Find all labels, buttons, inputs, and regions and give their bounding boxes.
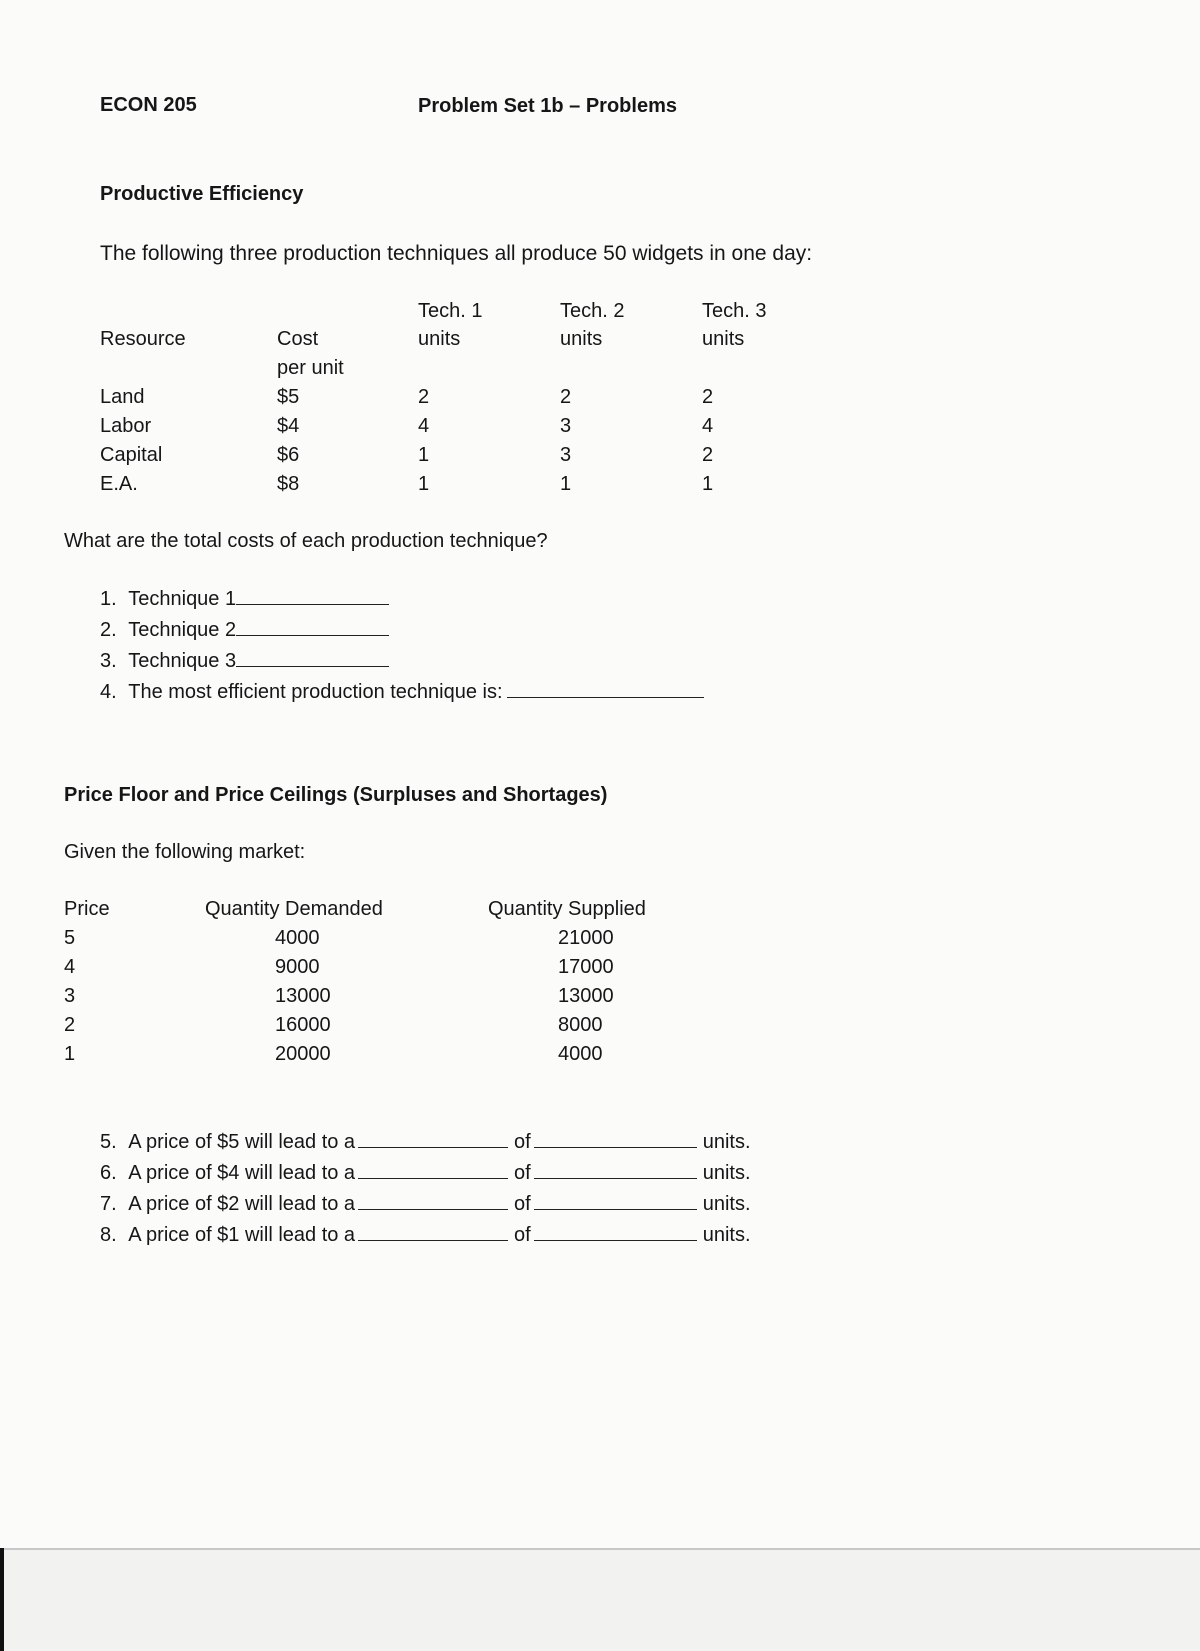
list-item [100,1160,751,1185]
table-cell-qd: 13000 [275,985,331,1007]
table-header-tech3: Tech. 3 [702,300,767,322]
item-number: 3. [100,650,117,672]
answer-blank-outcome[interactable] [358,1160,508,1179]
table-cell-qs: 21000 [558,927,614,949]
table-cell-tech3: 1 [702,473,714,495]
item-text: A price of $5 will lead to a [128,1131,356,1153]
table-cell-tech3: 2 [702,444,714,466]
table-cell-price: 2 [64,1014,76,1036]
section-intro: Given the following market: [64,841,306,863]
list-item [100,679,704,704]
item-number: 7. [100,1193,117,1215]
table-cell-price: 1 [64,1043,76,1065]
item-units: units. [702,1193,751,1215]
table-cell-tech2: 3 [560,415,572,437]
table-cell-qs: 17000 [558,956,614,978]
table-cell-qd: 20000 [275,1043,331,1065]
table-cell-resource: Capital [100,444,163,466]
answer-blank-amount[interactable] [534,1129,697,1148]
item-number: 8. [100,1224,117,1246]
item-number: 1. [100,588,117,610]
answer-blank-outcome[interactable] [358,1222,508,1241]
table-header-tech2-units: units [560,328,603,350]
item-units: units. [702,1131,751,1153]
item-units: units. [702,1224,751,1246]
table-cell-resource: Land [100,386,145,408]
table-cell-tech1: 2 [418,386,430,408]
answer-blank-outcome[interactable] [358,1129,508,1148]
table-cell-cost: $8 [277,473,300,495]
table-cell-price: 3 [64,985,76,1007]
table-cell-qs: 13000 [558,985,614,1007]
item-text: A price of $4 will lead to a [128,1162,356,1184]
table-header-tech1: Tech. 1 [418,300,483,322]
table-cell-qs: 4000 [558,1043,603,1065]
table-header-tech1-units: units [418,328,461,350]
item-text: The most efficient production technique is: [128,681,503,703]
course-code: ECON 205 [100,94,197,116]
item-of: of [514,1224,531,1246]
table-cell-cost: $5 [277,386,300,408]
item-number: 2. [100,619,117,641]
table-header-quantity-demanded: Quantity Demanded [205,898,383,920]
table-cell-qs: 8000 [558,1014,603,1036]
table-cell-price: 5 [64,927,76,949]
scan-edge-mark [0,1548,4,1651]
table-cell-tech2: 3 [560,444,572,466]
table-cell-resource: E.A. [100,473,138,495]
list-item [100,586,389,611]
table-cell-tech1: 1 [418,473,430,495]
table-cell-qd: 16000 [275,1014,331,1036]
table-header-price: Price [64,898,110,920]
list-item [100,648,389,673]
list-item [100,1191,751,1216]
table-cell-price: 4 [64,956,76,978]
table-cell-tech2: 2 [560,386,572,408]
item-number: 4. [100,681,117,703]
page-title: Problem Set 1b – Problems [418,95,677,117]
item-of: of [514,1131,531,1153]
answer-blank[interactable] [507,679,704,698]
section-intro: The following three production techniques all produce 50 widgets in one day: [100,242,813,265]
answer-blank[interactable] [236,586,389,605]
table-cell-tech3: 2 [702,386,714,408]
table-cell-cost: $6 [277,444,300,466]
answer-blank-outcome[interactable] [358,1191,508,1210]
question-total-costs: What are the total costs of each production technique? [64,530,548,552]
table-cell-qd: 9000 [275,956,320,978]
section-heading-price-floor-ceiling: Price Floor and Price Ceilings (Surpluses and Shortages) [64,784,608,806]
table-cell-qd: 4000 [275,927,320,949]
item-of: of [514,1162,531,1184]
table-header-resource: Resource [100,328,186,350]
item-text: A price of $1 will lead to a [128,1224,356,1246]
answer-blank-amount[interactable] [534,1160,697,1179]
table-header-cost-per-unit: per unit [277,357,344,379]
list-item [100,1222,751,1247]
item-of: of [514,1193,531,1215]
scan-background [0,1550,1200,1651]
table-cell-tech1: 4 [418,415,430,437]
table-header-tech3-units: units [702,328,745,350]
item-text: Technique 2 [128,619,237,641]
answer-blank[interactable] [236,648,389,667]
item-number: 5. [100,1131,117,1153]
table-header-cost: Cost [277,328,319,350]
table-header-quantity-supplied: Quantity Supplied [488,898,646,920]
answer-blank-amount[interactable] [534,1191,697,1210]
table-cell-tech3: 4 [702,415,714,437]
list-item [100,1129,751,1154]
table-cell-tech1: 1 [418,444,430,466]
answer-blank[interactable] [236,617,389,636]
table-cell-cost: $4 [277,415,300,437]
item-number: 6. [100,1162,117,1184]
item-units: units. [702,1162,751,1184]
section-heading-productive-efficiency: Productive Efficiency [100,183,304,205]
table-cell-tech2: 1 [560,473,572,495]
table-header-tech2: Tech. 2 [560,300,625,322]
table-cell-resource: Labor [100,415,152,437]
item-text: Technique 3 [128,650,237,672]
answer-blank-amount[interactable] [534,1222,697,1241]
list-item [100,617,389,642]
item-text: Technique 1 [128,588,237,610]
item-text: A price of $2 will lead to a [128,1193,356,1215]
